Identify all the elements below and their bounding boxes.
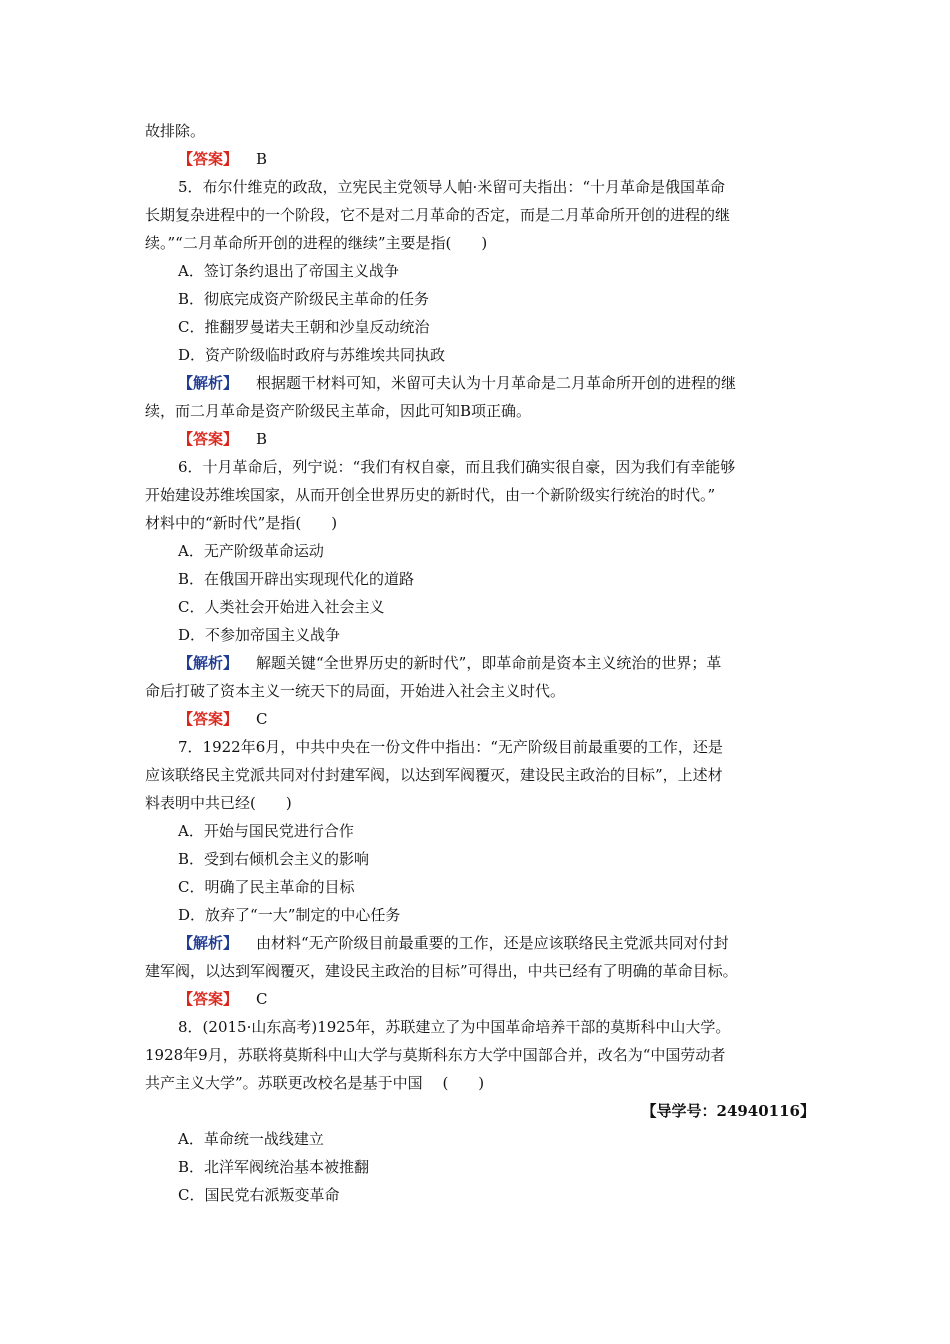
analysis-tag: 【解析】	[178, 374, 239, 392]
answer-tag: 【答案】	[178, 150, 239, 168]
analysis-line: 【解析】 根据题干材料可知，米留可夫认为十月革命是二月革命所开创的进程的继	[178, 374, 737, 392]
option-c: C．明确了民主革命的目标	[178, 878, 355, 896]
option-b: B．受到右倾机会主义的影响	[178, 850, 370, 868]
question-stem: 开始建设苏维埃国家，从而开创全世界历史的新时代，由一个新阶级实行统治的时代。”	[145, 486, 716, 504]
option-c: C．推翻罗曼诺夫王朝和沙皇反动统治	[178, 318, 430, 336]
option-c: C．人类社会开始进入社会主义	[178, 598, 385, 616]
option-d: D．放弃了“一大”制定的中心任务	[178, 906, 401, 924]
option-d: D．资产阶级临时政府与苏维埃共同执政	[178, 346, 446, 364]
answer-value: B	[256, 150, 268, 168]
analysis-line: 命后打破了资本主义一统天下的局面，开始进入社会主义时代。	[145, 682, 566, 700]
option-c: C．国民党右派叛变革命	[178, 1186, 340, 1204]
answer-tag: 【答案】	[178, 710, 239, 728]
question-stem: 材料中的“新时代”是指( )	[145, 514, 338, 532]
answer-tag: 【答案】	[178, 990, 239, 1008]
answer-value: B	[256, 430, 268, 448]
question-stem: 8．(2015·山东高考)1925年，苏联建立了为中国革命培养干部的莫斯科中山大学。	[178, 1018, 731, 1036]
answer-value: C	[256, 710, 268, 728]
answer-tag: 【答案】	[178, 430, 239, 448]
answer-value: C	[256, 990, 268, 1008]
question-stem: 1928年9月，苏联将莫斯科中山大学与莫斯科东方大学中国部合并，改名为“中国劳动者	[145, 1046, 726, 1064]
analysis-tag: 【解析】	[178, 654, 239, 672]
question-stem: 7．1922年6月，中共中央在一份文件中指出：“无产阶级目前最重要的工作，还是	[178, 738, 723, 756]
text-line: 故排除。	[145, 122, 206, 140]
question-stem: 5．布尔什维克的政敌，立宪民主党领导人帕·米留可夫指出：“十月革命是俄国革命	[178, 178, 725, 196]
option-a: A．革命统一战线建立	[178, 1130, 324, 1148]
answer-line	[178, 709, 268, 729]
analysis-line: 【解析】 解题关键“全世界历史的新时代”，即革命前是资本主义统治的世界；革	[178, 654, 722, 672]
option-a: A．签订条约退出了帝国主义战争	[178, 262, 399, 280]
question-stem: 共产主义大学”。苏联更改校名是基于中国 ( )	[145, 1074, 485, 1092]
option-d: D．不参加帝国主义战争	[178, 626, 341, 644]
analysis-line: 【解析】 由材料“无产阶级目前最重要的工作，还是应该联络民主党派共同对付封	[178, 934, 729, 952]
analysis-line: 建军阀，以达到军阀覆灭，建设民主政治的目标”可得出，中共已经有了明确的革命目标。	[145, 962, 738, 980]
question-stem: 料表明中共已经( )	[145, 794, 292, 812]
option-b: B．在俄国开辟出实现现代化的道路	[178, 570, 415, 588]
guide-number: 【导学号：24940116】	[641, 1102, 815, 1120]
option-b: B．彻底完成资产阶级民主革命的任务	[178, 290, 430, 308]
analysis-tag: 【解析】	[178, 934, 239, 952]
question-stem: 长期复杂进程中的一个阶段，它不是对二月革命的否定，而是二月革命所开创的进程的继	[145, 206, 731, 224]
question-stem: 6．十月革命后，列宁说：“我们有权自豪，而且我们确实很自豪，因为我们有幸能够	[178, 458, 736, 476]
option-b: B．北洋军阀统治基本被推翻	[178, 1158, 370, 1176]
analysis-line: 续，而二月革命是资产阶级民主革命，因此可知B项正确。	[145, 402, 532, 420]
answer-line	[178, 429, 267, 449]
question-stem: 应该联络民主党派共同对付封建军阀，以达到军阀覆灭，建设民主政治的目标”，上述材	[145, 766, 723, 784]
option-a: A．无产阶级革命运动	[178, 542, 324, 560]
answer-line	[178, 989, 268, 1009]
question-stem: 续。”“二月革命所开创的进程的继续”主要是指( )	[145, 234, 488, 252]
answer-line	[178, 149, 267, 169]
option-a: A．开始与国民党进行合作	[178, 822, 354, 840]
